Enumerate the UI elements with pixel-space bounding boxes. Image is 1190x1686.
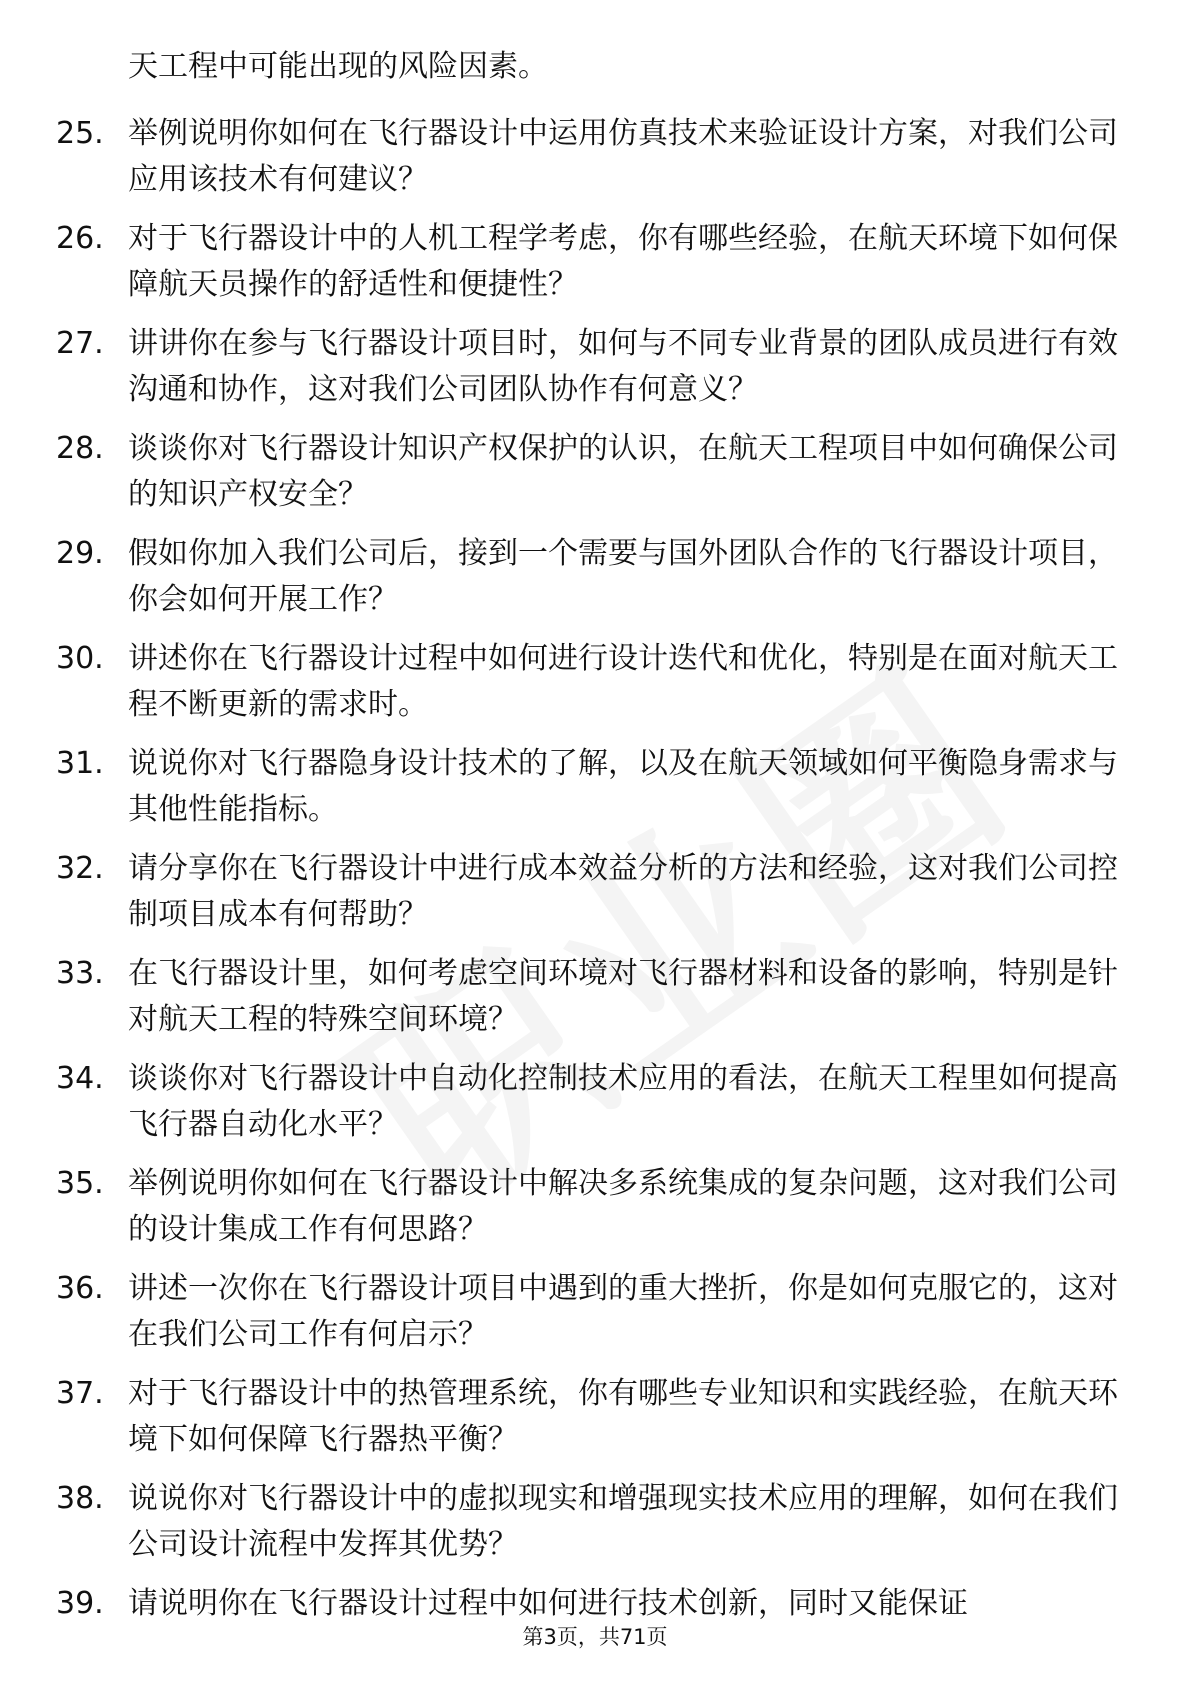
question-text: 谈谈你对飞行器设计知识产权保护的认识，在航天工程项目中如何确保公司的知识产权安全？ <box>128 431 1118 512</box>
question-item <box>0 1266 1190 1371</box>
question-number: 39. <box>56 1586 104 1621</box>
question-number: 31. <box>56 746 104 781</box>
question-text: 假如你加入我们公司后，接到一个需要与国外团队合作的飞行器设计项目，你会如何开展工作？ <box>128 536 1118 617</box>
question-number: 30. <box>56 641 104 676</box>
question-number: 38. <box>56 1481 104 1516</box>
question-item <box>0 1476 1190 1581</box>
question-number: 26. <box>56 221 104 256</box>
question-number: 25. <box>56 116 104 151</box>
question-text: 对于飞行器设计中的人机工程学考虑，你有哪些经验，在航天环境下如何保障航天员操作的舒适性和便捷性？ <box>128 221 1118 302</box>
question-text: 说说你对飞行器隐身设计技术的了解，以及在航天领域如何平衡隐身需求与其他性能指标。 <box>128 746 1118 827</box>
question-number: 36. <box>56 1271 104 1306</box>
question-text: 举例说明你如何在飞行器设计中解决多系统集成的复杂问题，这对我们公司的设计集成工作有何思路？ <box>128 1166 1118 1247</box>
question-number: 37. <box>56 1376 104 1411</box>
question-text: 举例说明你如何在飞行器设计中运用仿真技术来验证设计方案，对我们公司应用该技术有何建议？ <box>128 116 1118 197</box>
question-text: 讲述一次你在飞行器设计项目中遇到的重大挫折，你是如何克服它的，这对在我们公司工作有何启示？ <box>128 1271 1118 1352</box>
continuation-text: 天工程中可能出现的风险因素。 <box>128 49 548 84</box>
question-text: 在飞行器设计里，如何考虑空间环境对飞行器材料和设备的影响，特别是针对航天工程的特殊空间环境？ <box>128 956 1118 1037</box>
question-number: 29. <box>56 536 104 571</box>
question-text: 谈谈你对飞行器设计中自动化控制技术应用的看法，在航天工程里如何提高飞行器自动化水平？ <box>128 1061 1118 1142</box>
question-item <box>0 1056 1190 1161</box>
question-item <box>0 951 1190 1056</box>
question-text: 请说明你在飞行器设计过程中如何进行技术创新，同时又能保证 <box>128 1586 968 1621</box>
question-item <box>0 321 1190 426</box>
question-text: 说说你对飞行器设计中的虚拟现实和增强现实技术应用的理解，如何在我们公司设计流程中发挥其优势？ <box>128 1481 1118 1562</box>
question-text: 讲讲你在参与飞行器设计项目时，如何与不同专业背景的团队成员进行有效沟通和协作，这对我们公司团队协作有何意义？ <box>128 326 1118 407</box>
question-number: 34. <box>56 1061 104 1096</box>
question-number: 28. <box>56 431 104 466</box>
question-text: 对于飞行器设计中的热管理系统，你有哪些专业知识和实践经验，在航天环境下如何保障飞行器热平衡？ <box>128 1376 1118 1457</box>
page-footer: 第3页，共71页 <box>522 1625 668 1649</box>
question-item <box>0 1371 1190 1476</box>
question-number: 33. <box>56 956 104 991</box>
question-number: 35. <box>56 1166 104 1201</box>
question-item <box>0 531 1190 636</box>
question-item <box>0 636 1190 741</box>
question-item <box>0 741 1190 846</box>
question-item <box>0 111 1190 216</box>
question-number: 32. <box>56 851 104 886</box>
question-text: 请分享你在飞行器设计中进行成本效益分析的方法和经验，这对我们公司控制项目成本有何帮助？ <box>128 851 1118 932</box>
question-item <box>0 216 1190 321</box>
question-item <box>0 1161 1190 1266</box>
question-item <box>0 426 1190 531</box>
question-list <box>0 111 1190 1686</box>
question-text: 讲述你在飞行器设计过程中如何进行设计迭代和优化，特别是在面对航天工程不断更新的需求时。 <box>128 641 1118 722</box>
question-item <box>0 846 1190 951</box>
question-number: 27. <box>56 326 104 361</box>
